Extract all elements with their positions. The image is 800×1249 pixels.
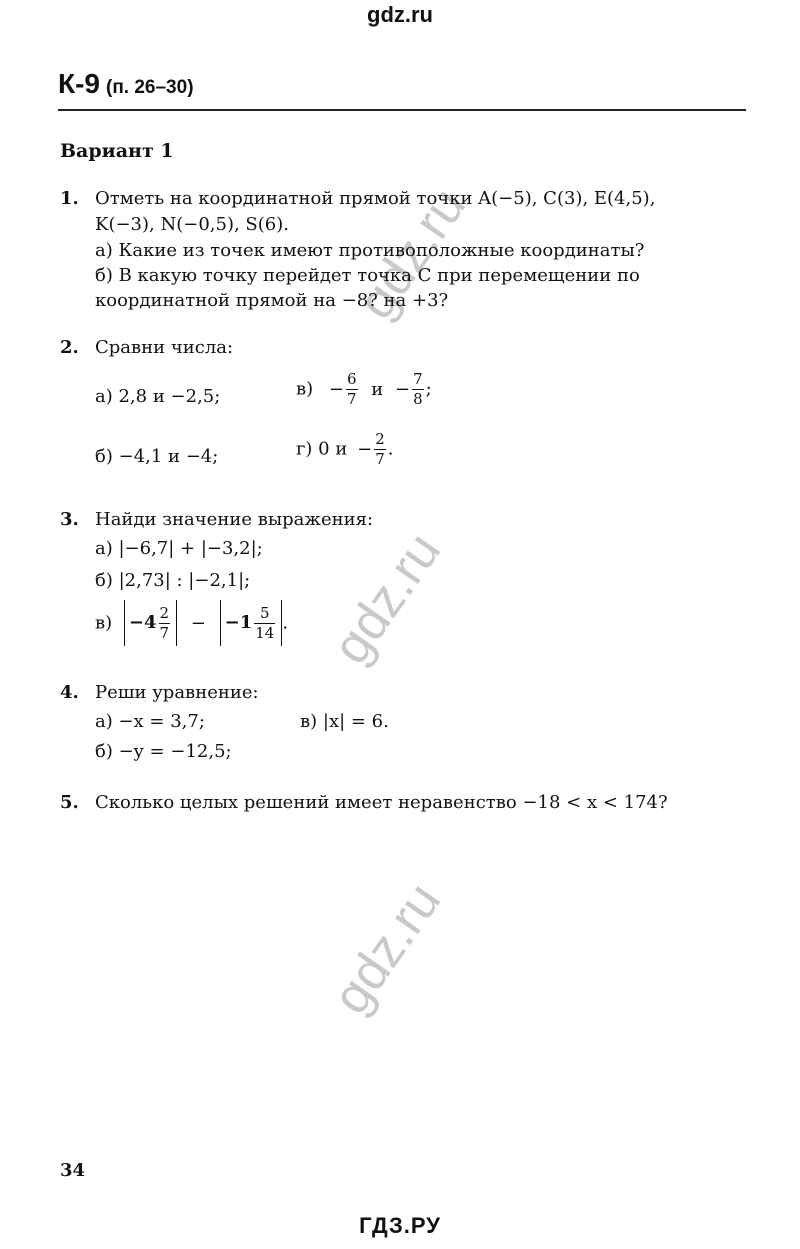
task-3-number: 3. xyxy=(60,509,79,530)
absolute-value: −4 $\frac{2}{7}$ xyxy=(124,600,177,646)
fraction: $\frac{6}{7}$ xyxy=(346,370,357,408)
task-1-number: 1. xyxy=(60,188,79,209)
task-5-text: Сколько целых решений имеет неравенство −18 < x < 174? xyxy=(95,792,668,813)
task-3v: в) −4 $\frac{2}{7}$ − −1 $\frac{5}{14}$ . xyxy=(95,600,288,646)
task-3b: б) |2,73| : |−2,1|; xyxy=(95,570,251,591)
fraction: $\frac{2}{7}$ xyxy=(159,603,170,642)
fraction: $\frac{5}{14}$ xyxy=(255,603,275,642)
paragraph-range: (п. 26–30) xyxy=(106,77,194,98)
watermark: gdz.ru xyxy=(321,522,453,675)
task-3-text: Найди значение выражения: xyxy=(95,509,374,530)
task-4b: б) −y = −12,5; xyxy=(95,741,232,762)
task-2-number: 2. xyxy=(60,337,79,358)
fraction: $\frac{7}{8}$ xyxy=(413,370,423,408)
variant-title: Вариант 1 xyxy=(60,140,174,162)
task-2g: г) 0 и − $\frac{2}{7}$ . xyxy=(296,430,394,468)
task-1b-cont: координатной прямой на −8? на +3? xyxy=(95,290,449,311)
page-number: 34 xyxy=(60,1160,86,1181)
task-3a: а) |−6,7| + |−3,2|; xyxy=(95,538,263,559)
task-2v: в) − $\frac{6}{7}$ и − $\frac{7}{8}$ ; xyxy=(296,370,432,408)
task-2b: б) −4,1 и −4; xyxy=(95,446,219,467)
task-2-text: Сравни числа: xyxy=(95,337,234,358)
task-4v: в) |x| = 6. xyxy=(300,711,389,732)
task-1-text-cont: K(−3), N(−0,5), S(6). xyxy=(95,214,289,235)
watermark: gdz.ru xyxy=(321,872,453,1025)
title-divider xyxy=(58,109,746,111)
task-4-text: Реши уравнение: xyxy=(95,682,259,703)
watermark: gdz.ru xyxy=(346,177,478,330)
task-1-text: Отметь на координатной прямой точки A(−5), C(3), E(4,5), xyxy=(95,188,656,209)
absolute-value: −1 $\frac{5}{14}$ xyxy=(220,600,283,646)
test-code: К-9 xyxy=(58,68,100,99)
task-4-number: 4. xyxy=(60,682,79,703)
task-2a: а) 2,8 и −2,5; xyxy=(95,386,221,407)
fraction: $\frac{2}{7}$ xyxy=(375,430,385,468)
task-1a: а) Какие из точек имеют противоположные координаты? xyxy=(95,240,645,261)
task-4a: а) −x = 3,7; xyxy=(95,711,205,732)
task-1b: б) В какую точку перейдет точка C при перемещении по xyxy=(95,265,640,286)
task-5-number: 5. xyxy=(60,792,79,813)
site-footer: ГДЗ.РУ xyxy=(359,1213,441,1238)
site-header: gdz.ru xyxy=(367,2,433,27)
page-title xyxy=(58,68,194,100)
